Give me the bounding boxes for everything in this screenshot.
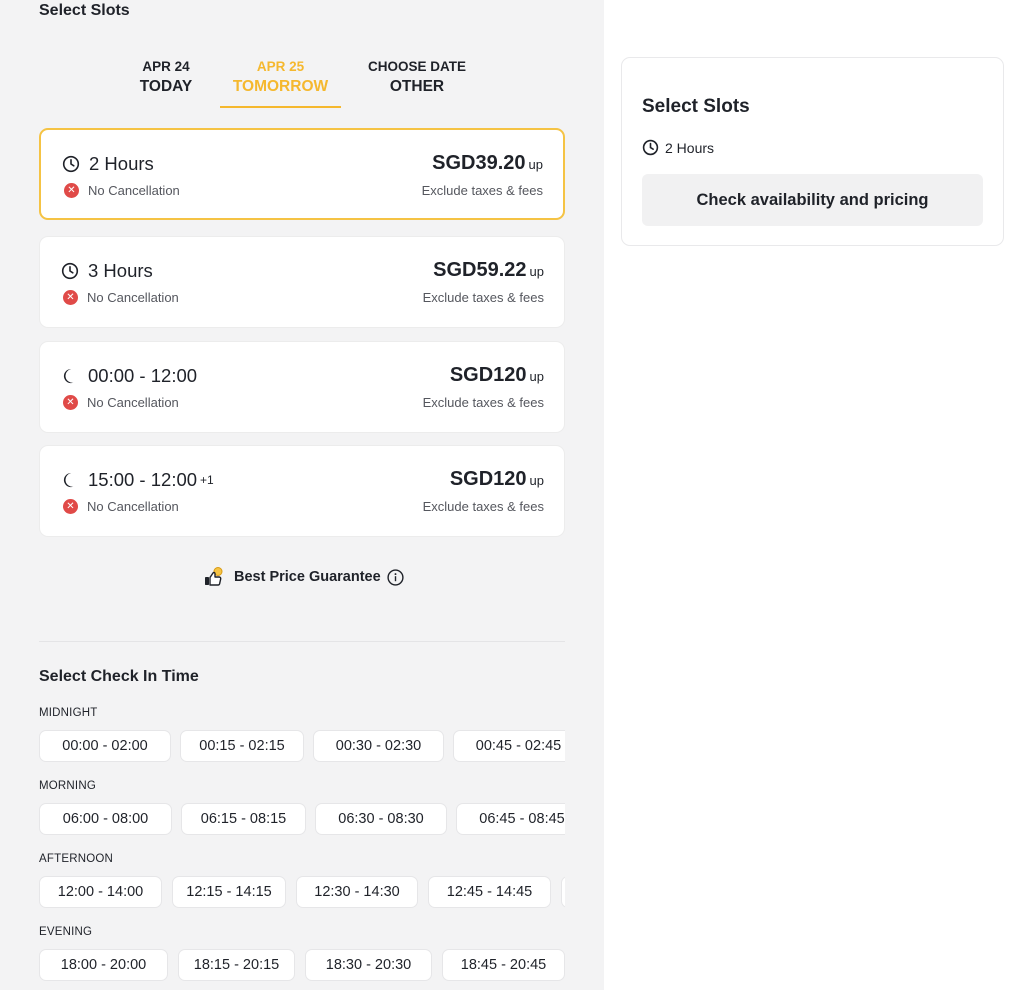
period-label-midnight: MIDNIGHT <box>39 707 98 719</box>
cancellation-text: No Cancellation <box>88 183 180 198</box>
cancellation-policy <box>63 499 179 514</box>
tab-today[interactable] <box>110 56 222 108</box>
tab-date: CHOOSE DATE <box>367 59 466 74</box>
period-label-evening: EVENING <box>39 926 93 938</box>
tax-note: Exclude taxes & fees <box>422 395 544 410</box>
no-cancel-icon: ✕ <box>64 183 79 198</box>
cancellation-policy <box>64 183 180 198</box>
time-chip[interactable]: 06:00 - 08:00 <box>39 803 172 835</box>
time-chip[interactable]: 00:30 - 02:30 <box>313 730 444 762</box>
slot-card-2-hours[interactable] <box>39 128 565 220</box>
price-value: SGD120 <box>449 468 527 490</box>
time-chip[interactable]: 12:15 - 14:15 <box>172 876 286 908</box>
price-value: SGD120 <box>449 364 527 386</box>
time-chip[interactable]: 06:15 - 08:15 <box>181 803 306 835</box>
slot-name: 2 Hours <box>89 153 154 174</box>
section-divider <box>39 641 565 642</box>
tab-choose-date[interactable] <box>347 56 487 108</box>
clock-icon <box>642 139 659 156</box>
time-chip[interactable]: 12:00 - 14:00 <box>39 876 162 908</box>
guarantee-label: Best Price Guarantee <box>234 569 381 585</box>
summary-duration <box>642 139 714 156</box>
price-suffix: up <box>529 473 544 488</box>
tab-label: OTHER <box>389 78 445 95</box>
time-chip[interactable]: 18:15 - 20:15 <box>178 949 295 981</box>
clock-icon <box>61 262 79 280</box>
time-chip[interactable]: 18:00 - 20:00 <box>39 949 168 981</box>
tax-note: Exclude taxes & fees <box>422 499 544 514</box>
tab-tomorrow[interactable] <box>220 56 341 108</box>
period-label-morning: MORNING <box>39 780 96 792</box>
time-row-midnight <box>39 730 565 763</box>
tax-note: Exclude taxes & fees <box>422 290 544 305</box>
time-chip[interactable]: 00:15 - 02:15 <box>180 730 304 762</box>
time-chip[interactable] <box>561 876 565 908</box>
moon-icon <box>61 471 79 489</box>
thumbs-up-coin-icon <box>203 566 225 588</box>
moon-icon <box>61 367 79 385</box>
slot-price <box>450 364 544 387</box>
cancellation-text: No Cancellation <box>87 290 179 305</box>
no-cancel-icon: ✕ <box>63 290 78 305</box>
no-cancel-icon: ✕ <box>63 499 78 514</box>
time-chip[interactable]: 06:45 - 08:45 <box>456 803 565 835</box>
time-chip[interactable]: 12:45 - 14:45 <box>428 876 551 908</box>
time-chip[interactable]: 00:45 - 02:45 <box>453 730 565 762</box>
time-chip[interactable]: 18:45 - 20:45 <box>442 949 565 981</box>
slot-card-overnight-1500[interactable] <box>39 445 565 537</box>
slot-title <box>62 153 154 175</box>
slot-card-3-hours[interactable] <box>39 236 565 328</box>
price-suffix: up <box>529 264 544 279</box>
cancellation-text: No Cancellation <box>87 395 179 410</box>
price-value: SGD59.22 <box>433 259 527 281</box>
next-day-marker: +1 <box>200 473 214 487</box>
slot-price <box>432 152 543 175</box>
time-chip[interactable]: 00:00 - 02:00 <box>39 730 171 762</box>
slot-card-overnight-0000[interactable] <box>39 341 565 433</box>
best-price-guarantee[interactable] <box>203 566 404 588</box>
price-suffix: up <box>528 157 543 172</box>
select-slots-heading: Select Slots <box>39 2 130 19</box>
slot-title <box>61 260 153 282</box>
slot-name: 00:00 - 12:00 <box>88 365 198 386</box>
tab-label: TODAY <box>139 78 193 95</box>
slot-name: 15:00 - 12:00 <box>88 469 198 490</box>
info-icon[interactable] <box>387 569 404 586</box>
no-cancel-icon: ✕ <box>63 395 78 410</box>
cancellation-policy <box>63 290 179 305</box>
slot-title <box>61 365 197 387</box>
period-label-afternoon: AFTERNOON <box>39 853 113 865</box>
time-row-afternoon <box>39 876 565 909</box>
summary-title: Select Slots <box>642 96 750 117</box>
slot-name: 3 Hours <box>88 260 153 281</box>
check-availability-button[interactable]: Check availability and pricing <box>642 174 983 226</box>
tab-label: TOMORROW <box>232 78 329 95</box>
cancellation-policy <box>63 395 179 410</box>
time-row-evening <box>39 949 565 982</box>
tab-date: APR 25 <box>256 59 305 74</box>
clock-icon <box>62 155 80 173</box>
time-chip[interactable]: 12:30 - 14:30 <box>296 876 418 908</box>
summary-duration-text: 2 Hours <box>665 139 715 156</box>
cancellation-text: No Cancellation <box>87 499 179 514</box>
time-row-morning <box>39 803 565 836</box>
slot-price <box>433 259 544 282</box>
tab-date: APR 24 <box>142 59 190 74</box>
time-chip[interactable]: 06:30 - 08:30 <box>315 803 447 835</box>
price-value: SGD39.20 <box>432 152 526 174</box>
price-suffix: up <box>529 369 544 384</box>
tax-note: Exclude taxes & fees <box>421 183 543 198</box>
slot-price <box>450 468 544 491</box>
time-chip[interactable]: 18:30 - 20:30 <box>305 949 432 981</box>
slot-title <box>61 469 214 491</box>
check-in-heading: Select Check In Time <box>39 668 199 685</box>
booking-summary-card <box>621 57 1004 246</box>
